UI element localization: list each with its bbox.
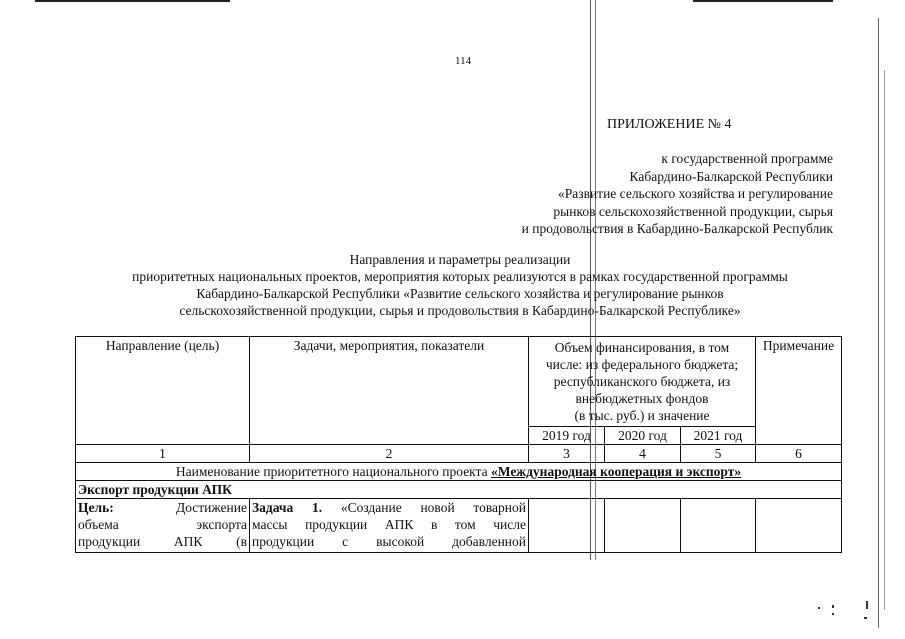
task-first-line [252,499,526,516]
task-line: продукции с высокой добавленной [252,534,526,549]
heading-line: Кабардино-Балкарской Республики «Развитие сельского хозяйства и регулирование рынков [196,286,724,301]
header-tasks: Задачи, мероприятия, показатели [250,337,529,445]
column-number: 1 [76,445,250,463]
task-line: «Создание новой товарной [322,500,526,515]
top-edge-line-left [35,0,230,2]
note-cell [756,499,842,553]
appendix-title: ПРИЛОЖЕНИЕ № 4 [607,117,732,132]
header-funding-line: Объем финансирования, в том [554,340,730,355]
page-number: 114 [455,55,472,67]
scan-speck [818,607,820,609]
right-edge-line-2 [884,70,885,610]
parameters-table [75,336,842,553]
value-cell-2020 [605,499,681,553]
heading-line: Направления и параметры реализации [349,252,571,267]
subproject-row [76,481,842,499]
value-cell-2019 [529,499,605,553]
scan-speck [866,601,868,609]
subproject-name: Экспорт продукции АПК [78,482,232,497]
header-year-2019: 2019 год [529,427,605,445]
column-number: 4 [605,445,681,463]
project-row [76,463,842,481]
scan-speck [832,613,834,615]
appendix-line: к государственной программе [661,151,833,166]
header-funding [529,337,756,427]
column-number: 6 [756,445,842,463]
appendix-line: Кабардино-Балкарской Республики [629,168,833,184]
goal-line: продукции АПК (в [78,534,247,549]
scan-speck [832,605,834,608]
goal-cell [76,499,250,553]
project-name: «Международная кооперация и экспорт» [491,464,742,479]
goal-label: Цель: [78,500,114,515]
column-number: 3 [529,445,605,463]
header-funding-line: внебюджетных фондов [575,391,709,406]
task-line: массы продукции АПК в том числе [252,517,526,532]
header-note: Примечание [756,337,842,445]
header-funding-line: числе: из федерального бюджета; [545,357,739,372]
appendix-subtitle [473,150,833,238]
task-cell [250,499,529,553]
appendix-line: рынков сельскохозяйственной продукции, сырья [553,203,833,219]
heading-line: приоритетных национальных проектов, мероприятия которых реализуются в рамках государственной программы [132,269,788,284]
column-number: 2 [250,445,529,463]
appendix-line: «Развитие сельского хозяйства и регулирование [558,186,833,201]
goal-line: Достижение [176,500,247,515]
column-number: 5 [681,445,756,463]
heading-line: сельскохозяйственной продукции, сырья и продовольствия в Кабардино-Балкарской Республике» [179,303,741,318]
goal-line: объема экспорта [78,517,247,532]
header-direction: Направление (цель) [76,337,250,445]
value-cell-2021 [681,499,756,553]
top-edge-line-right [693,0,833,2]
header-funding-line: (в тыс. руб.) и значение [574,408,710,423]
right-edge-line-1 [878,18,879,628]
scan-speck [864,617,867,619]
task-label: Задача 1. [252,500,323,515]
appendix-line: и продовольствия в Кабардино-Балкарской Республик [521,221,833,236]
document-heading [60,251,860,319]
project-prefix: Наименование приоритетного национального проекта [175,464,491,479]
header-year-2021: 2021 год [681,427,756,445]
header-year-2020: 2020 год [605,427,681,445]
header-funding-line: республиканского бюджета, из [553,374,731,389]
